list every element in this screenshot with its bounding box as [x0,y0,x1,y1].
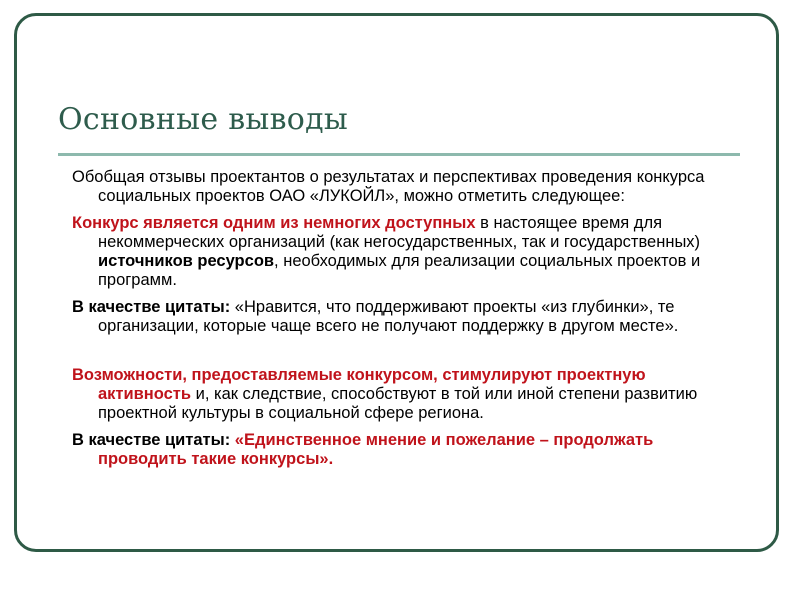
quote-one-lead: В качестве цитаты: [72,298,231,316]
paragraph-quote-two [72,431,732,469]
paragraph-opportunities [72,366,732,423]
opportunities-highlight: Возможности, предоставляемые конкурсом, стимулируют проектную активность [72,366,646,403]
quote-two-lead: В качестве цитаты: [72,431,231,449]
resources-highlight: источников ресурсов [98,252,275,270]
opportunities-text: и, как следствие, способствуют в той или иной степени развитию проектной культуры в социальной сфере региона. [98,385,698,422]
slide-body [72,168,732,477]
contest-text-b: , необходимых для реализации социальных проектов и программ. [98,252,701,289]
title-divider [58,153,740,156]
slide-title: Основные выводы [58,102,349,137]
contest-text-a: в настоящее время для некоммерческих организаций (как негосударственных, так и государственных) [98,214,701,251]
paragraph-contest-resources [72,214,732,290]
paragraph-summary-intro [72,168,732,206]
quote-two-text: «Единственное мнение и пожелание – продолжать проводить такие конкурсы». [98,431,654,468]
summary-intro-text: Обобщая отзывы проектантов о результатах и перспективах проведения конкурса социальных проектов ОАО «ЛУКОЙЛ», можно отметить следующее: [72,168,705,205]
quote-one-text: «Нравится, что поддерживают проекты «из глубинки», те организации, которые чаще всего не получают поддержку в другом месте». [98,298,679,335]
paragraph-quote-one [72,298,732,336]
contest-highlight: Конкурс является одним из немногих доступных [72,214,476,232]
